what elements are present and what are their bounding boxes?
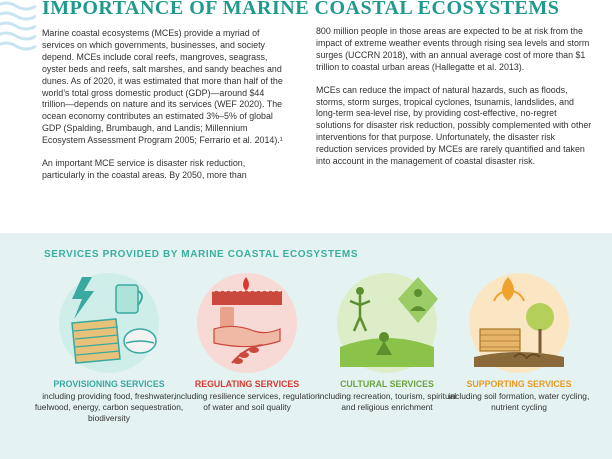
service-description: including recreation, tourism, spiritual and religious enrichment [317,391,457,413]
service-supporting [444,271,594,413]
paragraph: 800 million people in those areas are expected to be at risk from the impact of extreme weather events through rising sea levels and storm surges (UCCRN 2018), with an annual average cost of more than $1 trillion to coastal urban areas (Hallegatte et al. 2013). [316,26,590,72]
provisioning-icon [54,271,164,375]
service-name: REGULATING SERVICES [194,379,300,389]
left-column [42,28,288,193]
service-description: including resilience services, regulation of water and soil quality [174,391,320,413]
services-panel [0,233,612,459]
wave-pattern-decoration [0,0,36,90]
service-provisioning [34,271,184,425]
regulating-icon [192,271,302,375]
right-column [316,26,592,179]
page-title: IMPORTANCE OF MARINE COASTAL ECOSYSTEMS [42,0,560,19]
service-name: SUPPORTING SERVICES [466,379,572,389]
service-name: CULTURAL SERVICES [340,379,434,389]
service-name: PROVISIONING SERVICES [53,379,165,389]
services-title: SERVICES PROVIDED BY MARINE COASTAL ECOSYSTEMS [44,249,359,260]
service-cultural [312,271,462,413]
cultural-icon [332,271,442,375]
paragraph: Marine coastal ecosystems (MCEs) provide a myriad of services on which governments, businesses, and society depend. MCEs include coral reefs, mangroves, seagrass, oyster beds and reefs, salt marshes, and sandy beaches and dunes. As of 2020, it was estimated that more than half of the world’s total gross domestic product (GDP)—around $44 trillion—depends on nature and its services (WEF 2020). The ocean economy contributes an estimated 3%–5% of global GDP (Spalding, Brumbaugh, and Landis; Millennium Ecosystem Assessment Program 2005; Ferrario et al. 2014).¹ [42,28,283,146]
service-regulating [172,271,322,413]
supporting-icon [464,271,574,375]
paragraph: An important MCE service is disaster risk reduction, particularly in the coastal areas. By 2050, more than [42,158,247,180]
paragraph: MCEs can reduce the impact of natural hazards, such as floods, storms, storm surges, tropical cyclones, tsunamis, landslides, and long-term sea-level rise, by providing cost-effective, no-regret solutions for disaster risk reduction, possibly complemented with other interventions for that purpose. Unfortunately, the disaster risk reduction services provided by MCEs are rarely quantified and taken into account in the management of coastal disaster risk. [316,84,592,167]
service-description: including soil formation, water cycling, nutrient cycling [448,391,590,413]
service-description: including providing food, freshwater, fuelwood, energy, carbon sequestration, biodiversity [34,391,184,424]
